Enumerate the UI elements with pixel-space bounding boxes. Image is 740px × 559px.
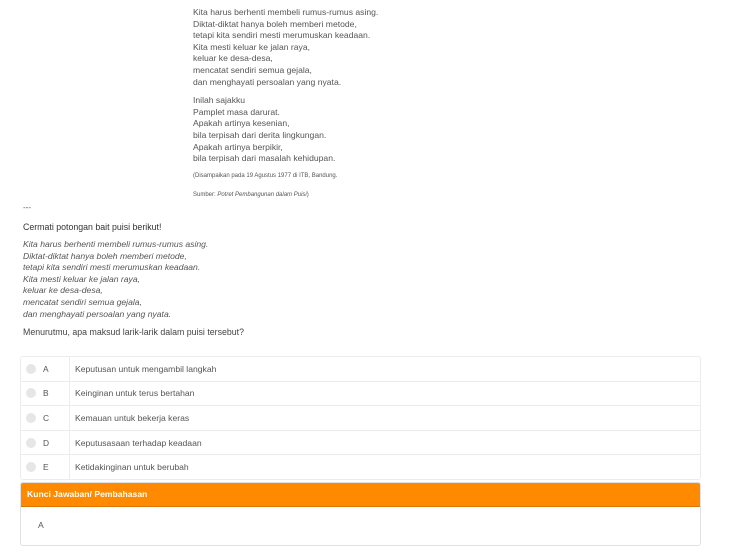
radio-button[interactable] xyxy=(26,413,36,423)
question-intro: Cermati potongan bait puisi berikut! xyxy=(23,222,162,232)
poem-stanza-2 xyxy=(193,95,493,165)
poem-source xyxy=(193,191,493,200)
option-selector xyxy=(21,431,70,455)
poem-source-label: Sumber: xyxy=(193,191,218,198)
poem-line: bila terpisah dari masalah kehidupan. xyxy=(193,153,336,164)
option-text: Keinginan untuk terus bertahan xyxy=(75,388,195,399)
poem-line: keluar ke desa-desa, xyxy=(193,53,273,64)
poem-line: Apakah artinya berpikir, xyxy=(193,141,283,152)
option-selector xyxy=(21,357,70,381)
poem-stanza-1 xyxy=(193,7,493,88)
poem-line: dan menghayati persoalan yang nyata. xyxy=(193,76,342,87)
option-text: Keputusasaan terhadap keadaan xyxy=(75,437,202,448)
poem-line: mencatat sendiri semua gejala, xyxy=(193,64,312,75)
poem-source-close: ) xyxy=(306,191,309,198)
poem-line: Diktat-diktat hanya boleh memberi metode, xyxy=(193,18,357,29)
option-text: Ketidakinginan untuk berubah xyxy=(75,462,189,473)
option-text: Kemauan untuk bekerja keras xyxy=(75,412,190,423)
option-text: Keputusan untuk mengambil langkah xyxy=(75,363,217,374)
option-selector xyxy=(21,455,70,479)
radio-button[interactable] xyxy=(26,388,36,398)
answer-key-value: A xyxy=(38,520,44,530)
poem-line: Apakah artinya kesenian, xyxy=(193,118,290,129)
poem-line: Pamplet masa darurat. xyxy=(193,106,280,117)
excerpt-line: Diktat-diktat hanya boleh memberi metode, xyxy=(23,250,187,261)
excerpt-line: Kita harus berhenti membeli rumus-rumus asing. xyxy=(23,239,209,249)
answer-key-header[interactable]: Kunci Jawaban/ Pembahasan xyxy=(21,483,700,507)
radio-button[interactable] xyxy=(26,438,36,448)
radio-button[interactable] xyxy=(26,462,36,472)
answer-key-panel xyxy=(20,482,701,546)
option-letter: A xyxy=(43,363,49,374)
answer-options xyxy=(20,356,701,480)
poem-line: Kita mesti keluar ke jalan raya, xyxy=(193,41,311,52)
option-e[interactable] xyxy=(21,455,700,479)
option-selector xyxy=(21,406,70,430)
option-letter: D xyxy=(43,437,50,448)
option-b[interactable] xyxy=(21,382,700,407)
option-a[interactable] xyxy=(21,357,700,382)
separator: --- xyxy=(23,203,31,212)
option-d[interactable] xyxy=(21,431,700,456)
question-prompt: Menurutmu, apa maksud larik-larik dalam puisi tersebut? xyxy=(23,327,244,338)
poem-line: tetapi kita sendiri mesti merumuskan keadaan. xyxy=(193,30,371,41)
poem-block xyxy=(193,7,493,200)
option-letter: B xyxy=(43,388,49,399)
question-excerpt xyxy=(23,239,703,320)
radio-button[interactable] xyxy=(26,364,36,374)
excerpt-line: mencatat sendiri semua gejala, xyxy=(23,296,142,307)
question-block xyxy=(23,222,703,337)
excerpt-line: keluar ke desa-desa, xyxy=(23,285,103,296)
poem-line: Inilah sajakku xyxy=(193,95,246,106)
excerpt-line: Kita mesti keluar ke jalan raya, xyxy=(23,273,141,284)
poem-line: Kita harus berhenti membeli rumus-rumus asing. xyxy=(193,7,379,17)
poem-note: (Disampaikan pada 19 Agustus 1977 di ITB, Bandung. xyxy=(193,172,338,179)
poem-source-title: Potret Pembangunan dalam Puisi xyxy=(217,191,307,198)
option-c[interactable] xyxy=(21,406,700,431)
option-letter: E xyxy=(43,462,49,473)
poem-line: bila terpisah dari derita lingkungan. xyxy=(193,129,327,140)
option-selector xyxy=(21,382,70,406)
excerpt-line: dan menghayati persoalan yang nyata. xyxy=(23,308,172,319)
option-letter: C xyxy=(43,412,50,423)
excerpt-line: tetapi kita sendiri mesti merumuskan keadaan. xyxy=(23,262,201,273)
